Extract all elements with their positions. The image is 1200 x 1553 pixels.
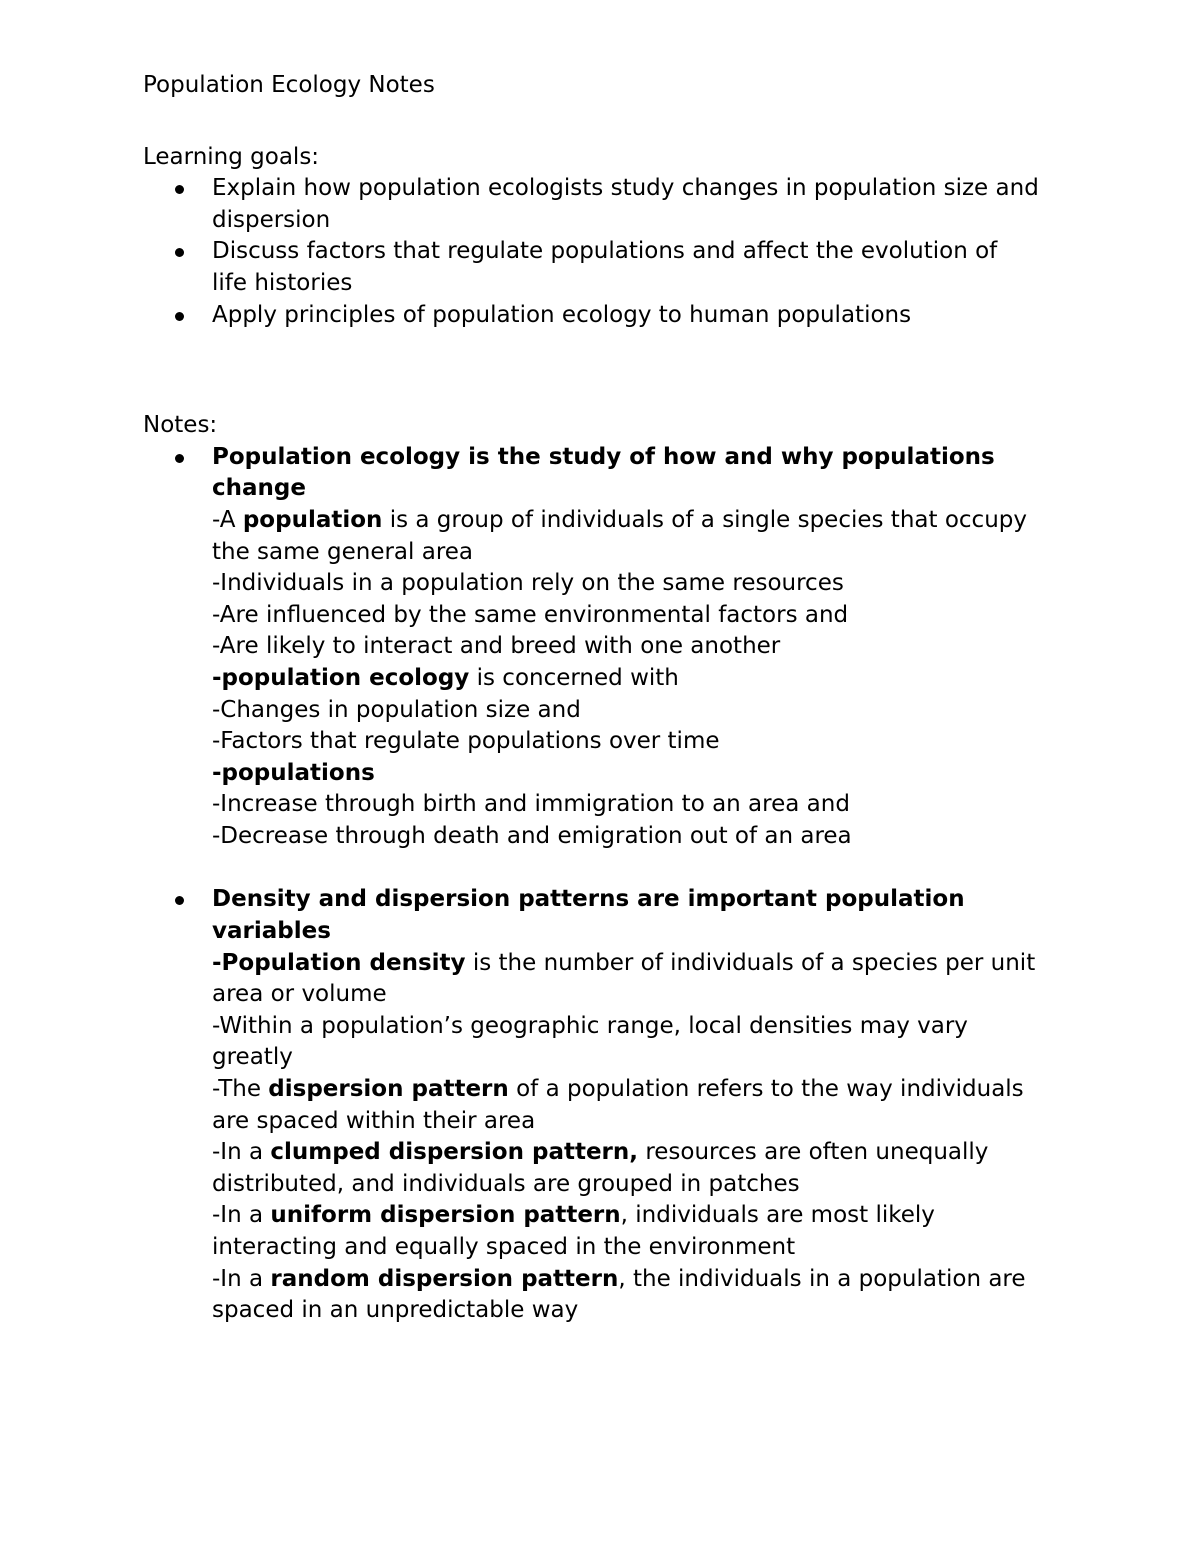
note-heading: Population ecology is the study of how and why populations [212, 443, 995, 470]
document-title: Population Ecology Notes [143, 72, 435, 98]
document-page [143, 70, 1073, 1327]
learning-goals-heading: Learning goals: [143, 143, 320, 170]
learning-goals-list [143, 173, 1073, 331]
notes-heading: Notes: [143, 412, 218, 439]
bullet-icon [175, 312, 184, 321]
notes-list [143, 442, 1073, 1327]
bullet-icon [175, 248, 184, 257]
list-item: Apply principles of population ecology to human populations [143, 300, 1073, 332]
note-heading: Density and dispersion patterns are important population [212, 886, 965, 913]
bullet-icon [175, 896, 184, 905]
note-density-dispersion: Density and dispersion patterns are important population variables -Population density is the number of individuals of a species per unit area or volume -Within a population’s geographic range, local densities may vary greatly -The dispersion pattern of a population refers to the way individuals are spaced within their area -In a clumped dispersion pattern, resources are often unequally distributed, and individuals are grouped in patches -In a uniform dispersion pattern, individuals are most likely interacting and equally spaced in the environment -In a random dispersion pattern, the individuals in a population are spaced in an unpredictable way [143, 884, 1073, 1326]
note-population-ecology: Population ecology is the study of how and why populations change -A population is a group of individuals of a single species that occupy the same general area -Individuals in a population rely on the same resources -Are influenced by the same environmental factors and -Are likely to interact and breed with one another -population ecology is concerned with -Changes in population size and -Factors that regulate populations over time -populations -Increase through birth and immigration to an area and -Decrease through death and emigration out of an area [143, 442, 1073, 853]
list-item: Discuss factors that regulate populations and affect the evolution of life histories [143, 236, 1073, 299]
bullet-icon [175, 454, 184, 463]
bullet-icon [175, 185, 184, 194]
list-item: Explain how population ecologists study changes in population size and dispersion [143, 173, 1073, 236]
